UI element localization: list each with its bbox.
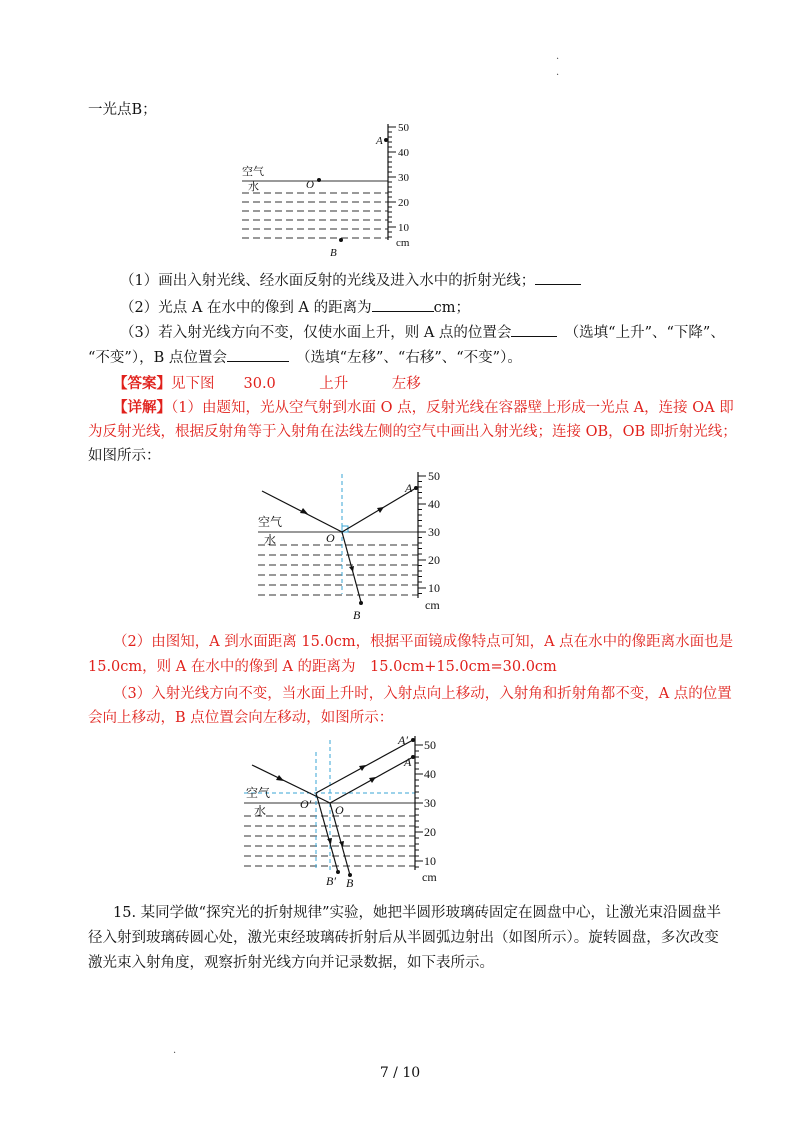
scan-speck: · [556, 54, 560, 65]
tick-label: 40 [424, 767, 436, 781]
explanation-3-line-2: 会向上移动，B 点位置会向左移动，如图所示： [88, 710, 394, 726]
point-a-prime-label: A′ [398, 733, 408, 747]
air-label: 空气 [242, 166, 264, 178]
tick-label: 50 [428, 469, 440, 483]
explanation-1-line-2: 为反射光线，根据反射角等于入射角在法线左侧的空气中画出入射光线；连接 OB，OB 即折射光线； [88, 424, 737, 440]
point-o-label: O [335, 803, 344, 817]
question-15-line-2: 径入射到玻璃砖圆心处，激光束经玻璃砖折射后从半圆弧边射出（如图所示）。旋转圆盘，多次改变 [88, 930, 719, 946]
question-2: （2）光点 A 在水中的像到 A 的距离为 cm； [120, 297, 470, 318]
explanation-2-line-2: 15.0cm，则 A 在水中的像到 A 的距离为 15.0cm+15.0cm=30.0cm [88, 659, 557, 675]
tick-label: 10 [424, 854, 436, 868]
question-1: （1）画出入射光线、经水面反射的光线及进入水中的折射光线； [120, 270, 581, 291]
point-b-prime-label: B′ [326, 874, 336, 888]
unit-label: cm [425, 598, 440, 612]
explanation-2-line-1: （2）由图知，A 到水面距离 15.0cm，根据平面镜成像特点可知，A 点在水中的像距离水面也是 [113, 634, 734, 650]
water-label: 水 [248, 181, 259, 193]
page-number: 7 / 10 [379, 1065, 421, 1081]
tick-label: 40 [428, 497, 440, 511]
tick-label: 20 [428, 553, 440, 567]
question-15-line-3: 激光束入射角度，观察折射光线方向并记录数据，如下表所示。 [88, 955, 494, 971]
point-b-label: B [353, 608, 361, 621]
question-14-continuation: 一光点B； [88, 102, 157, 118]
answer-line: 【答案】见下图 30.0 上升 左移 [113, 375, 421, 392]
air-label: 空气 [258, 515, 283, 529]
tick-label: 20 [424, 825, 436, 839]
unit-label: cm [396, 237, 410, 249]
figure-1-setup [230, 118, 430, 263]
explanation-1-line-3: 如图所示： [88, 448, 161, 464]
water-label: 水 [254, 804, 267, 818]
explanation-1-line-1: 【详解】（1）由题知，光从空气射到水面 O 点，反射光线在容器壁上形成一光点 A，连接 OA 即 [113, 399, 734, 416]
point-a-label: A [404, 755, 412, 769]
unit-label: cm [422, 870, 437, 884]
question-3-line-1: （3）若入射光线方向不变，仅使水面上升，则 A 点的位置会 （选填“上升”、“下降”、 [120, 322, 725, 343]
point-o-label: O [306, 179, 314, 191]
point-a-label: A [376, 135, 383, 147]
scan-speck: · [173, 1048, 177, 1059]
explanation-3-line-1: （3）入射光线方向不变，当水面上升时，入射点向上移动，入射角和折射角都不变，A 点的位置 [113, 686, 732, 702]
figure-2-solution [250, 466, 460, 621]
point-o-prime-label: O′ [300, 797, 312, 811]
water-label: 水 [264, 533, 277, 547]
point-a-label: A [405, 481, 413, 495]
point-b-label: B [330, 247, 337, 259]
tick-label: 20 [398, 197, 409, 209]
tick-label: 50 [424, 738, 436, 752]
scan-speck: · [556, 70, 560, 81]
point-o-label: O [326, 531, 335, 545]
question-3-line-2: “不变”），B 点位置会 （选填“左移”、“右移”、“不变”）。 [88, 347, 522, 368]
figure-3-water-rise [238, 730, 458, 890]
tick-label: 30 [424, 796, 436, 810]
question-15-line-1: 15. 某同学做“探究光的折射规律”实验，她把半圆形玻璃砖固定在圆盘中心，让激光束沿圆盘半 [113, 905, 721, 921]
tick-label: 50 [398, 122, 409, 134]
air-label: 空气 [246, 786, 271, 800]
tick-label: 10 [398, 222, 409, 234]
tick-label: 40 [398, 147, 409, 159]
point-b-label: B [346, 876, 354, 890]
tick-label: 30 [428, 525, 440, 539]
tick-label: 10 [428, 581, 440, 595]
tick-label: 30 [398, 172, 409, 184]
